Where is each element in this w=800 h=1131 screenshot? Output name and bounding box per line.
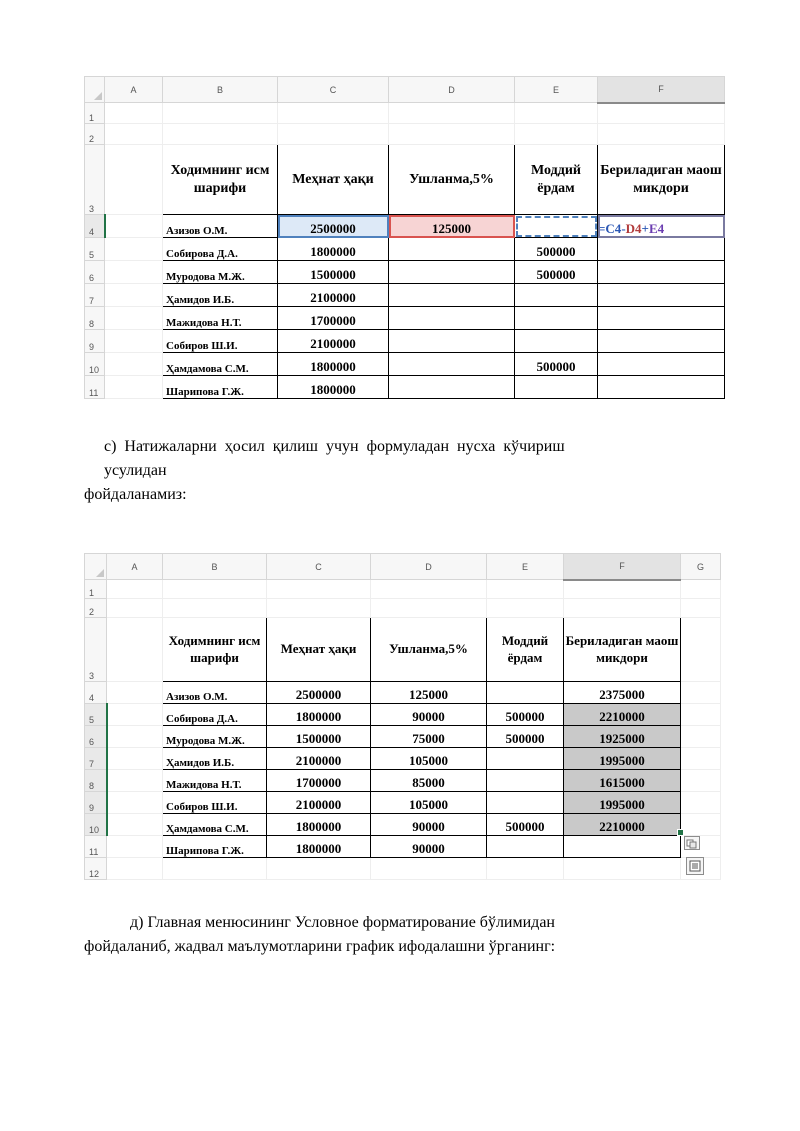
select-all-corner[interactable] xyxy=(85,554,107,580)
cell[interactable] xyxy=(598,124,725,145)
cell-aid[interactable]: 500000 xyxy=(487,726,564,748)
cell[interactable] xyxy=(487,858,564,880)
cell-deduction[interactable]: 125000 xyxy=(371,682,487,704)
cell[interactable] xyxy=(681,704,721,726)
cell-deduction[interactable]: 90000 xyxy=(371,704,487,726)
cell-name[interactable]: Азизов О.М. xyxy=(163,682,267,704)
cell-deduction[interactable] xyxy=(389,238,515,261)
cell-aid[interactable] xyxy=(487,748,564,770)
fill-handle[interactable] xyxy=(677,829,684,836)
column-header-e[interactable]: E xyxy=(487,554,564,580)
cell-payable[interactable] xyxy=(598,261,725,284)
row-header-12[interactable]: 12 xyxy=(85,858,107,880)
header-wage[interactable]: Меҳнат ҳақи xyxy=(278,145,389,215)
cell[interactable] xyxy=(278,124,389,145)
cell-payable[interactable]: 2375000 xyxy=(564,682,681,704)
cell-aid[interactable] xyxy=(487,682,564,704)
row-header-11[interactable]: 11 xyxy=(85,376,105,399)
cell-payable[interactable] xyxy=(598,330,725,353)
header-name[interactable]: Ходимнинг исм шарифи xyxy=(163,618,267,682)
cell-deduction[interactable]: 105000 xyxy=(371,748,487,770)
cell-aid[interactable] xyxy=(487,836,564,858)
column-header-a[interactable]: A xyxy=(105,77,163,103)
row-header-8[interactable]: 8 xyxy=(85,770,107,792)
cell-name[interactable]: Собиров Ш.И. xyxy=(163,330,278,353)
cell-name[interactable]: Шарипова Г.Ж. xyxy=(163,836,267,858)
cell[interactable] xyxy=(681,580,721,599)
header-deduction[interactable]: Ушланма,5% xyxy=(371,618,487,682)
cell-wage[interactable]: 1500000 xyxy=(278,261,389,284)
cell[interactable] xyxy=(681,748,721,770)
cell[interactable] xyxy=(163,599,267,618)
cell-aid[interactable]: 500000 xyxy=(515,353,598,376)
cell-name[interactable]: Ҳамидов И.Б. xyxy=(163,748,267,770)
cell[interactable] xyxy=(389,124,515,145)
cell-payable[interactable]: 2210000 xyxy=(564,704,681,726)
cell-wage-c4[interactable]: 2500000 xyxy=(278,215,389,238)
cell[interactable] xyxy=(107,726,163,748)
column-header-b[interactable]: B xyxy=(163,77,278,103)
cell[interactable] xyxy=(681,770,721,792)
cell-deduction[interactable] xyxy=(389,330,515,353)
cell-name[interactable]: Ҳамдамова С.М. xyxy=(163,353,278,376)
cell[interactable] xyxy=(515,103,598,124)
cell-aid[interactable] xyxy=(515,284,598,307)
row-header-10[interactable]: 10 xyxy=(85,814,107,836)
autofill-options-icon[interactable] xyxy=(684,836,700,850)
cell-payable[interactable]: 2210000 xyxy=(564,814,681,836)
row-header-4[interactable]: 4 xyxy=(85,682,107,704)
paragraph-c-line1: c) Натижаларни ҳосил қилиш учун формуладан нусха кўчириш xyxy=(104,438,565,455)
formula-cell-f4[interactable] xyxy=(598,215,725,238)
cell-wage[interactable]: 1800000 xyxy=(278,376,389,399)
row-header-7[interactable]: 7 xyxy=(85,748,107,770)
cell[interactable] xyxy=(107,858,163,880)
cell-payable[interactable]: 1925000 xyxy=(564,726,681,748)
cell-aid[interactable] xyxy=(487,770,564,792)
cell-name[interactable]: Мажидова Н.Т. xyxy=(163,307,278,330)
cell-deduction[interactable] xyxy=(389,261,515,284)
cell[interactable] xyxy=(163,580,267,599)
formula-ref-c4: C4 xyxy=(605,221,622,236)
spreadsheet-2 xyxy=(84,553,721,880)
cell[interactable] xyxy=(371,858,487,880)
cell[interactable] xyxy=(105,124,163,145)
row-header-5[interactable]: 5 xyxy=(85,704,107,726)
cell[interactable] xyxy=(681,726,721,748)
cell-payable[interactable]: 1995000 xyxy=(564,748,681,770)
cell-payable[interactable]: 1995000 xyxy=(564,792,681,814)
cell[interactable] xyxy=(163,858,267,880)
cell[interactable] xyxy=(681,792,721,814)
cell-wage[interactable]: 2100000 xyxy=(267,748,371,770)
cell[interactable] xyxy=(487,580,564,599)
cell[interactable] xyxy=(371,599,487,618)
header-name[interactable]: Ходимнинг исм шарифи xyxy=(163,145,278,215)
row-header-7[interactable]: 7 xyxy=(85,284,105,307)
row-header-1[interactable]: 1 xyxy=(85,103,105,124)
cell-name[interactable]: Собиров Ш.И. xyxy=(163,792,267,814)
cell-name[interactable]: Азизов О.М. xyxy=(163,215,278,238)
cell[interactable] xyxy=(107,836,163,858)
cell[interactable] xyxy=(564,858,681,880)
cell[interactable] xyxy=(105,103,163,124)
cell[interactable] xyxy=(598,103,725,124)
column-header-g[interactable]: G xyxy=(681,554,721,580)
header-deduction[interactable]: Ушланма,5% xyxy=(389,145,515,215)
cell[interactable] xyxy=(163,124,278,145)
cell[interactable] xyxy=(267,858,371,880)
select-all-corner[interactable] xyxy=(85,77,105,103)
spreadsheet-1 xyxy=(84,76,725,399)
cell-deduction[interactable] xyxy=(389,376,515,399)
column-header-b[interactable]: B xyxy=(163,554,267,580)
cell[interactable] xyxy=(107,792,163,814)
row-header-8[interactable]: 8 xyxy=(85,307,105,330)
row-header-11[interactable]: 11 xyxy=(85,836,107,858)
formula-ref-e4: E4 xyxy=(648,221,665,236)
cell-payable[interactable] xyxy=(598,238,725,261)
cell[interactable] xyxy=(107,770,163,792)
column-header-d[interactable]: D xyxy=(371,554,487,580)
cell-wage[interactable]: 1700000 xyxy=(267,770,371,792)
column-header-d[interactable]: D xyxy=(389,77,515,103)
cell-payable[interactable]: 1615000 xyxy=(564,770,681,792)
cell-name[interactable]: Ҳамидов И.Б. xyxy=(163,284,278,307)
cell-name[interactable]: Мажидова Н.Т. xyxy=(163,770,267,792)
row-header-4[interactable]: 4 xyxy=(85,215,105,238)
cell-payable[interactable] xyxy=(598,284,725,307)
header-aid[interactable]: Моддий ёрдам xyxy=(487,618,564,682)
header-payable[interactable]: Бериладиган маош микдори xyxy=(564,618,681,682)
column-header-c[interactable]: C xyxy=(278,77,389,103)
cell-aid[interactable] xyxy=(515,376,598,399)
cell-payable[interactable] xyxy=(598,307,725,330)
cell-aid[interactable] xyxy=(515,307,598,330)
cell-wage[interactable]: 1700000 xyxy=(278,307,389,330)
cell[interactable] xyxy=(105,376,163,399)
cell[interactable] xyxy=(105,145,163,215)
cell-deduction[interactable] xyxy=(389,307,515,330)
cell[interactable] xyxy=(105,284,163,307)
cell-deduction[interactable]: 90000 xyxy=(371,836,487,858)
cell-deduction[interactable] xyxy=(389,353,515,376)
cell-name[interactable]: Ҳамдамова С.М. xyxy=(163,814,267,836)
cell[interactable] xyxy=(681,618,721,682)
cell[interactable] xyxy=(107,814,163,836)
cell-wage[interactable]: 2500000 xyxy=(267,682,371,704)
cell-aid[interactable]: 500000 xyxy=(515,261,598,284)
formula-minus: - xyxy=(621,221,626,236)
cell-deduction[interactable]: 75000 xyxy=(371,726,487,748)
row-header-10[interactable]: 10 xyxy=(85,353,105,376)
cell[interactable] xyxy=(564,580,681,599)
cell[interactable] xyxy=(681,599,721,618)
cell-name[interactable]: Шарипова Г.Ж. xyxy=(163,376,278,399)
cell-aid[interactable]: 500000 xyxy=(487,704,564,726)
cell-name[interactable]: Собирова Д.А. xyxy=(163,704,267,726)
header-payable[interactable]: Бериладиган маош микдори xyxy=(598,145,725,215)
cell[interactable] xyxy=(681,682,721,704)
cell-wage[interactable]: 1800000 xyxy=(278,353,389,376)
cell-wage[interactable]: 1800000 xyxy=(278,238,389,261)
cell-deduction[interactable]: 90000 xyxy=(371,814,487,836)
row-header-2[interactable]: 2 xyxy=(85,599,107,618)
column-header-a[interactable]: A xyxy=(107,554,163,580)
cell[interactable] xyxy=(267,599,371,618)
column-header-c[interactable]: C xyxy=(267,554,371,580)
cell[interactable] xyxy=(267,580,371,599)
cell[interactable] xyxy=(371,580,487,599)
cell-deduction[interactable]: 85000 xyxy=(371,770,487,792)
paragraph-d-line2: фойдаланиб, жадвал маълумотларини график ифодалашни ўрганинг: xyxy=(84,938,556,955)
cell[interactable] xyxy=(105,307,163,330)
cell-wage[interactable]: 2100000 xyxy=(278,330,389,353)
cell[interactable] xyxy=(107,618,163,682)
cell-payable[interactable] xyxy=(598,376,725,399)
column-header-f[interactable]: F xyxy=(598,77,725,103)
cell-wage[interactable]: 2100000 xyxy=(278,284,389,307)
row-header-5[interactable]: 5 xyxy=(85,238,105,261)
row-header-6[interactable]: 6 xyxy=(85,726,107,748)
cell[interactable] xyxy=(105,330,163,353)
row-header-3[interactable]: 3 xyxy=(85,145,105,215)
paragraph-c-line3: фойдаланамиз: xyxy=(84,486,187,503)
formula-ref-d4: D4 xyxy=(625,221,642,236)
row-header-6[interactable]: 6 xyxy=(85,261,105,284)
cell-aid[interactable]: 500000 xyxy=(515,238,598,261)
cell-deduction[interactable]: 105000 xyxy=(371,792,487,814)
cell-name[interactable]: Муродова М.Ж. xyxy=(163,261,278,284)
header-aid[interactable]: Моддий ёрдам xyxy=(515,145,598,215)
cell[interactable] xyxy=(681,814,721,836)
cell[interactable] xyxy=(105,353,163,376)
cell[interactable] xyxy=(105,215,163,238)
cell[interactable] xyxy=(163,103,278,124)
row-header-9[interactable]: 9 xyxy=(85,792,107,814)
cell-aid-e4[interactable] xyxy=(515,215,598,238)
column-header-e[interactable]: E xyxy=(515,77,598,103)
cell-payable[interactable] xyxy=(598,353,725,376)
row-header-3[interactable]: 3 xyxy=(85,618,107,682)
cell[interactable] xyxy=(107,599,163,618)
header-wage[interactable]: Меҳнат ҳақи xyxy=(267,618,371,682)
formula-equals: = xyxy=(598,221,606,236)
cell[interactable] xyxy=(105,238,163,261)
cell[interactable] xyxy=(105,261,163,284)
cell[interactable] xyxy=(515,124,598,145)
quick-analysis-icon[interactable] xyxy=(686,857,704,875)
column-header-f[interactable]: F xyxy=(564,554,681,580)
cell-deduction[interactable] xyxy=(389,284,515,307)
cell-wage[interactable]: 1800000 xyxy=(267,836,371,858)
row-header-9[interactable]: 9 xyxy=(85,330,105,353)
cell-deduction-d4[interactable]: 125000 xyxy=(389,215,515,238)
cell-aid[interactable] xyxy=(487,792,564,814)
cell-wage[interactable]: 1800000 xyxy=(267,814,371,836)
cell-wage[interactable]: 2100000 xyxy=(267,792,371,814)
cell[interactable] xyxy=(107,580,163,599)
cell-aid[interactable] xyxy=(515,330,598,353)
row-header-2[interactable]: 2 xyxy=(85,124,105,145)
cell-name[interactable]: Муродова М.Ж. xyxy=(163,726,267,748)
cell-wage[interactable]: 1500000 xyxy=(267,726,371,748)
cell[interactable] xyxy=(487,599,564,618)
cell[interactable] xyxy=(564,599,681,618)
paragraph-d-line1: д) Главная менюсининг Условное форматирование бўлимидан xyxy=(130,914,555,931)
cell-payable[interactable] xyxy=(564,836,681,858)
cell-wage[interactable]: 1800000 xyxy=(267,704,371,726)
cell[interactable] xyxy=(107,682,163,704)
cell-aid[interactable]: 500000 xyxy=(487,814,564,836)
cell[interactable] xyxy=(107,748,163,770)
paragraph-c-line2: усулидан xyxy=(104,462,167,479)
cell-name[interactable]: Собирова Д.А. xyxy=(163,238,278,261)
cell[interactable] xyxy=(389,103,515,124)
formula-plus: + xyxy=(641,221,649,236)
cell[interactable] xyxy=(278,103,389,124)
row-header-1[interactable]: 1 xyxy=(85,580,107,599)
cell[interactable] xyxy=(107,704,163,726)
